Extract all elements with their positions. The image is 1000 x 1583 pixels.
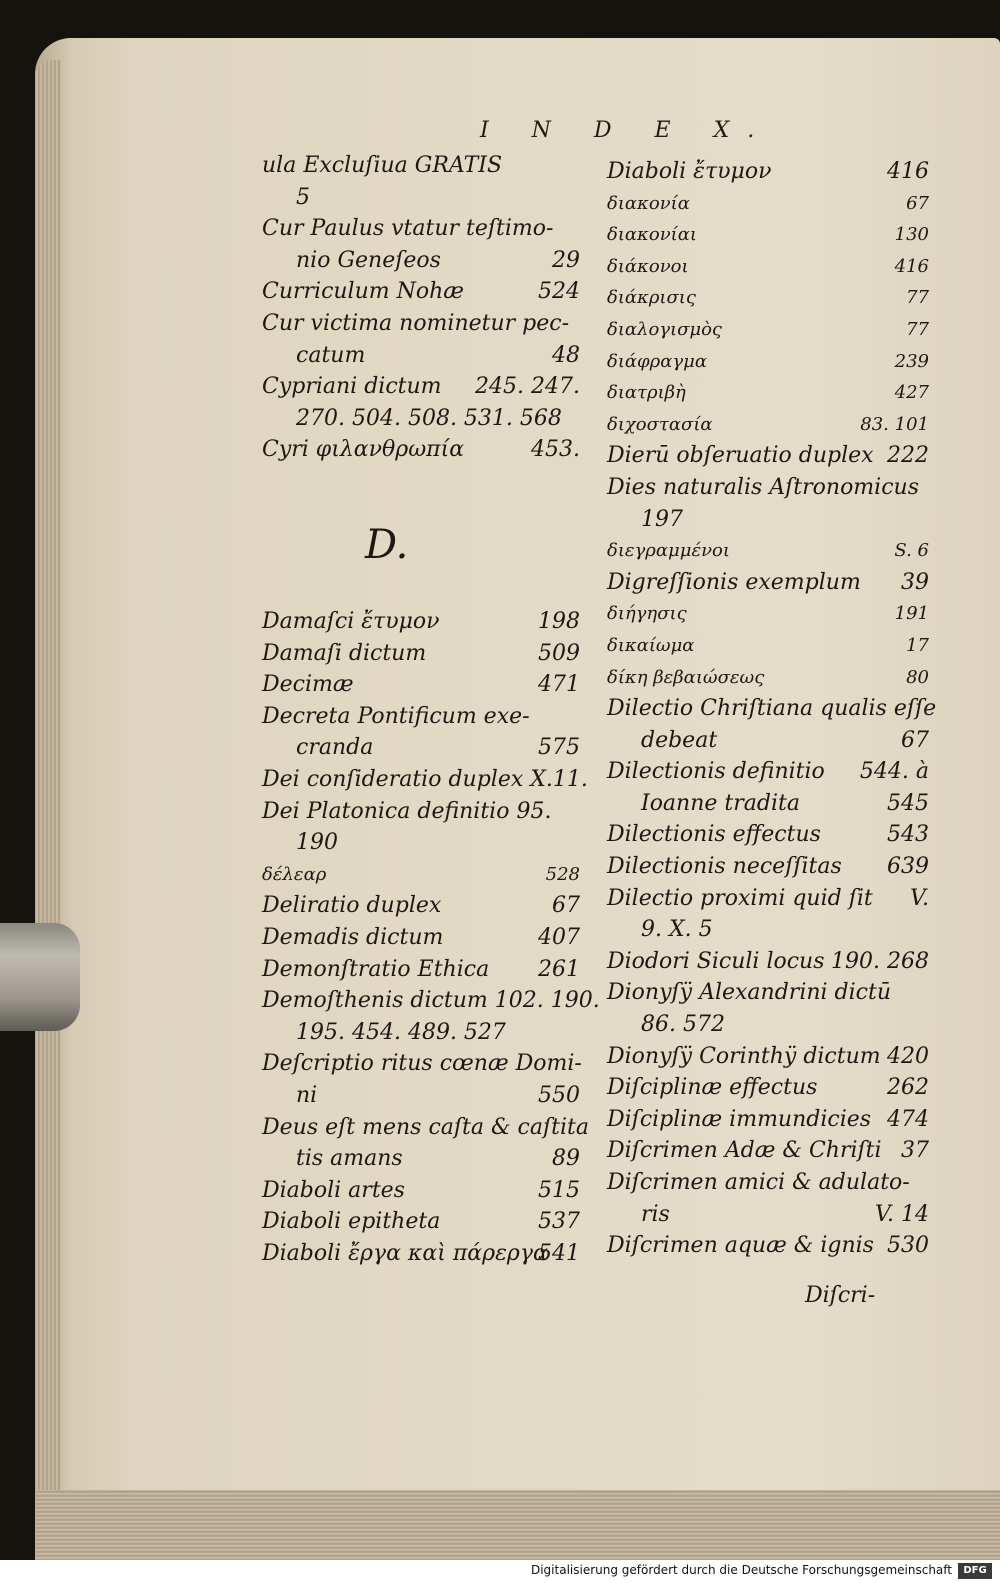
index-entry-page-ref: 515 [538, 1177, 580, 1203]
index-entry [607, 472, 929, 504]
section-letter-heading: D. [365, 522, 409, 568]
index-entry [607, 1072, 929, 1104]
index-entry-term: διαλογισμὸς [607, 318, 723, 340]
index-entry [262, 1175, 580, 1207]
index-entry [262, 985, 600, 1017]
index-entry-page-ref: 77 [906, 318, 929, 340]
index-entry [607, 1167, 929, 1199]
index-entry-term: Dei conſideratio duplex X.11. [262, 766, 588, 792]
index-entry-term: δικαίωμα [607, 634, 695, 656]
index-entry [607, 188, 929, 220]
index-entry-term: debeat [641, 727, 718, 753]
index-entry [262, 150, 580, 182]
funding-credit: Digitalisierung gefördert durch die Deutsche Forschungsgemeinschaft [530, 1563, 952, 1577]
index-entry-page-ref: 67 [906, 192, 929, 214]
index-entry-page-ref: 543 [887, 822, 929, 848]
catchword: Diſcri- [805, 1283, 876, 1308]
index-entry [262, 638, 580, 670]
index-entry-page-ref: 407 [538, 924, 580, 950]
index-entries-c [262, 150, 580, 466]
index-entry [262, 954, 580, 986]
index-entry-page-ref: 130 [894, 224, 929, 246]
index-entry-page-ref: V. 14 [874, 1201, 929, 1227]
index-entry-page-ref: 239 [894, 350, 929, 372]
index-entry-term: Deſcriptio ritus cœnæ Domi- [262, 1051, 582, 1077]
index-entry-page-ref: 541 [538, 1240, 580, 1266]
index-entry [607, 977, 929, 1009]
index-entry [262, 213, 580, 245]
index-entry-page-ref: 198 [538, 609, 580, 634]
index-entry [262, 276, 580, 308]
index-entry [607, 377, 929, 409]
index-entry [262, 182, 580, 214]
index-entry [607, 598, 929, 630]
index-entry-page-ref: 550 [538, 1082, 580, 1108]
index-entry [607, 1104, 929, 1136]
index-entry-page-ref: 39 [901, 569, 929, 595]
index-entry-term: Dies naturalis Aſtronomicus [607, 474, 919, 500]
index-entry-term: Diſcrimen aquæ & ignis [607, 1233, 874, 1259]
index-entry [262, 732, 580, 764]
index-entry [607, 1230, 929, 1262]
index-entry-term: διχοστασία [607, 413, 713, 435]
index-entry-term: 197 [641, 506, 683, 532]
index-entry [607, 314, 929, 346]
index-entry-term: ris [641, 1201, 670, 1227]
index-entries-d-left [262, 606, 600, 1269]
index-entry [607, 756, 929, 788]
index-entry-term: διατριβὴ [607, 382, 686, 404]
index-entry [262, 606, 580, 638]
index-entry-page-ref: 48 [552, 342, 580, 368]
index-entry [607, 440, 929, 472]
index-entry-term: tis amans [296, 1146, 403, 1172]
index-entry-page-ref: S. 6 [894, 540, 929, 562]
index-entry [262, 1080, 580, 1112]
page-edge [35, 60, 61, 1560]
index-entry-term: ula Excluſiua GRATIS [262, 153, 503, 178]
index-entry-term: Dionyſÿ Corinthÿ dictum [607, 1043, 881, 1069]
index-entry-page-ref: 528 [545, 863, 580, 885]
index-entries-d-right [607, 156, 937, 1262]
index-entry-term: Curriculum Nohæ [262, 279, 464, 305]
dfg-logo: DFG [958, 1563, 992, 1579]
index-entry-term: Decimæ [262, 672, 354, 698]
index-entry [262, 1017, 580, 1049]
index-entry-page-ref: 544. à [859, 759, 929, 785]
index-entry-term: δίκη βεβαιώσεως [607, 666, 765, 688]
index-entry-page-ref: 427 [894, 382, 929, 404]
index-entry-term: nio Geneſeos [296, 247, 441, 273]
index-entry-term: Dilectionis definitio [607, 759, 825, 785]
index-entry [262, 859, 580, 891]
index-entry [607, 409, 929, 441]
index-entry-term: cranda [296, 735, 374, 761]
index-entry-term: διάκρισις [607, 287, 696, 309]
index-entry-page-ref: 575 [538, 735, 580, 761]
index-entry-term: Damaſi dictum [262, 640, 427, 666]
index-entry-page-ref: 545 [887, 790, 929, 816]
index-entry-term: 86. 572 [641, 1012, 725, 1038]
index-entry-term: Deus eſt mens caſta & caſtita [262, 1114, 589, 1140]
index-entry-term: διακονία [607, 192, 690, 214]
index-entry-page-ref: 37 [901, 1138, 929, 1164]
index-entry-term: 190 [296, 830, 338, 856]
index-entry-page-ref: 77 [906, 287, 929, 309]
index-entry-page-ref: 262 [887, 1075, 929, 1101]
index-entry-term: 9. X. 5 [641, 917, 713, 943]
index-entry-term: Damaſci ἔτυμον [262, 609, 440, 634]
index-entry [262, 308, 580, 340]
index-entry [607, 504, 929, 536]
index-entry [262, 403, 580, 435]
index-entry-term: 270. 504. 508. 531. 568 [296, 405, 562, 431]
index-entry-page-ref: 17 [906, 634, 929, 656]
index-entry [262, 1143, 580, 1175]
index-entry-term: Diſciplinæ immundicies [607, 1106, 872, 1132]
index-entry-term: ni [296, 1082, 318, 1108]
index-entry-term: διεγραμμένοι [607, 540, 730, 562]
index-entry [607, 630, 929, 662]
index-entry-term: Diaboli ἔτυμον [607, 159, 772, 184]
index-entry-term: Cur victima nominetur pec- [262, 310, 570, 336]
index-entry-term: Dilectio Chriſtiana qualis eſſe [607, 696, 937, 722]
index-entry-term: Diſciplinæ effectus [607, 1075, 818, 1101]
index-entry-page-ref: 67 [552, 893, 580, 919]
index-column-left-d [262, 606, 600, 1269]
index-entry-page-ref: 530 [887, 1233, 929, 1259]
index-entry [262, 701, 580, 733]
index-entry-term: Diſcrimen amici & adulato- [607, 1170, 910, 1195]
index-entry [607, 1041, 929, 1073]
index-entry [607, 946, 929, 978]
index-entry-term: Dionyſÿ Alexandrini dictū [607, 980, 892, 1006]
index-entry [607, 914, 929, 946]
index-entry [262, 1048, 580, 1080]
footer-bar [0, 1560, 1000, 1583]
index-entry-term: διάκονοι [607, 255, 689, 277]
index-entry [262, 764, 588, 796]
index-entry [262, 1112, 589, 1144]
index-entry-term: Deliratio duplex [262, 893, 442, 919]
index-entry [262, 796, 580, 828]
index-entry [607, 156, 929, 188]
running-head: I N D E X. [480, 118, 773, 143]
index-entry-page-ref: 83. 101 [860, 413, 929, 435]
index-entry-term: Cyri φιλανθρωπία [262, 437, 465, 463]
index-entry [262, 1238, 580, 1270]
index-entry [262, 434, 580, 466]
index-entry-page-ref: 191 [894, 603, 929, 625]
index-entry-term: διήγησις [607, 603, 687, 625]
index-entry-page-ref: 639 [887, 854, 929, 880]
index-entry [607, 346, 929, 378]
index-entry [607, 282, 929, 314]
index-entry-page-ref: 29 [552, 247, 580, 273]
bookmark-clip [0, 923, 80, 1031]
index-column-right [607, 156, 937, 1262]
index-entry-page-ref: 80 [906, 666, 929, 688]
index-entry-term: Diſcrimen Adæ & Chriſti [607, 1138, 882, 1164]
page-bottom-edge [35, 1490, 1000, 1560]
index-entry-page-ref: 509 [538, 640, 580, 666]
index-entry-term: Demoſthenis dictum 102. 190. [262, 988, 600, 1014]
index-entry-term: Decreta Pontificum exe- [262, 703, 530, 729]
index-entry-term: 5 [296, 184, 310, 210]
index-entry [607, 535, 929, 567]
index-entry [607, 567, 929, 599]
index-entry-term: Dei Platonica definitio 95. [262, 798, 552, 824]
index-entry-term: Diodori Siculi locus [607, 948, 825, 974]
index-entry [607, 251, 929, 283]
index-entry [607, 662, 929, 694]
index-entry-term: Dilectionis neceſſitas [607, 854, 842, 880]
index-entry [607, 851, 929, 883]
index-entry [262, 340, 580, 372]
index-entry-page-ref: 524 [538, 279, 580, 305]
index-entry-term: Cypriani dictum [262, 374, 442, 400]
index-entry-term: Diaboli ἔργα καὶ πάρεργα [262, 1240, 548, 1266]
index-entry-term: Cur Paulus vtatur teſtimo- [262, 216, 554, 242]
index-entry-term: Dierū obſeruatio duplex [607, 443, 874, 469]
index-entry [607, 883, 929, 915]
index-entry [262, 245, 580, 277]
index-entry-page-ref: 67 [901, 727, 929, 753]
index-entry-term: δέλεαρ [262, 863, 327, 885]
index-entry-term: Diaboli epitheta [262, 1209, 441, 1235]
index-entry-term: Ioanne tradita [641, 790, 800, 816]
index-entry-page-ref: 89 [552, 1146, 580, 1172]
index-entry [262, 1206, 580, 1238]
index-entry-page-ref: 245. 247. [475, 374, 580, 400]
index-entry [607, 1009, 929, 1041]
index-entry [607, 1135, 929, 1167]
index-entry [262, 371, 580, 403]
index-entry-term: 195. 454. 489. 527 [296, 1019, 506, 1045]
index-entry-term: διακονίαι [607, 224, 697, 246]
index-entry-page-ref: 190. 268 [831, 948, 929, 974]
index-entry-page-ref: 261 [538, 956, 580, 982]
index-entry [262, 827, 580, 859]
index-entry-term: Diaboli artes [262, 1177, 405, 1203]
index-entry-page-ref: 420 [887, 1043, 929, 1069]
index-entry-page-ref: 471 [538, 672, 580, 698]
index-entry [262, 669, 580, 701]
index-entry-page-ref: 222 [887, 443, 929, 469]
index-entry-term: Dilectio proximi quid ſit [607, 885, 873, 911]
index-entry-term: catum [296, 342, 366, 368]
index-entry [607, 693, 937, 725]
index-column-left [262, 150, 580, 466]
index-entry-term: διάφραγμα [607, 350, 708, 372]
index-entry-page-ref: V. [909, 885, 929, 911]
index-entry [607, 1199, 929, 1231]
index-entry-page-ref: 453. [531, 437, 580, 463]
index-entry [262, 890, 580, 922]
index-entry [262, 922, 580, 954]
index-entry-page-ref: 474 [887, 1106, 929, 1132]
index-entry-term: Dilectionis effectus [607, 822, 821, 848]
index-entry-page-ref: 416 [887, 159, 929, 184]
index-entry-term: Demadis dictum [262, 924, 444, 950]
index-entry-page-ref: 537 [538, 1209, 580, 1235]
index-entry [607, 725, 929, 757]
index-entry-page-ref: 416 [894, 255, 929, 277]
index-entry [607, 788, 929, 820]
index-entry [607, 819, 929, 851]
index-entry-term: Digreſſionis exemplum [607, 569, 861, 595]
index-entry-term: Demonſtratio Ethica [262, 956, 490, 982]
index-entry [607, 219, 929, 251]
